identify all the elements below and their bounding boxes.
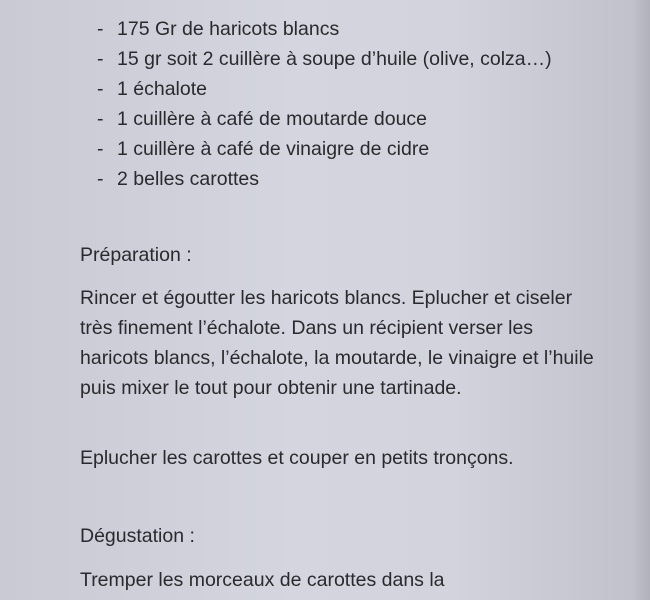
preparation-paragraph: Eplucher les carottes et couper en petits tronçons.	[80, 447, 514, 469]
list-dash: -	[97, 78, 104, 100]
preparation-paragraph: Rincer et égoutter les haricots blancs. Eplucher et ciseler très finement l’échalote. Dans un récipient verser les haricots blancs, l’échalote, la moutarde, le vinaigre et l’huile puis mixer le tout pour obtenir une tartinade.	[80, 287, 594, 399]
ingredient-text: 15 gr soit 2 cuillère à soupe d’huile (olive, colza…)	[117, 48, 552, 70]
list-dash: -	[97, 48, 104, 70]
ingredient-item	[97, 14, 557, 44]
list-dash: -	[97, 108, 104, 130]
list-dash: -	[97, 18, 104, 40]
ingredient-item	[97, 44, 557, 74]
ingredient-item	[97, 104, 557, 134]
list-dash: -	[97, 138, 104, 160]
ingredient-text: 1 échalote	[117, 78, 207, 100]
ingredients-list	[97, 14, 557, 194]
ingredient-text: 1 cuillère à café de moutarde douce	[117, 108, 428, 130]
ingredient-text: 2 belles carottes	[117, 168, 259, 190]
list-dash: -	[97, 168, 104, 190]
degustation-paragraph: Tremper les morceaux de carottes dans la	[80, 569, 445, 591]
ingredient-item	[97, 134, 557, 164]
ingredient-item	[97, 74, 557, 104]
degustation-heading: Dégustation :	[80, 525, 195, 547]
ingredient-item	[97, 164, 557, 194]
preparation-heading: Préparation :	[80, 244, 192, 266]
ingredient-text: 175 Gr de haricots blancs	[117, 18, 340, 40]
ingredient-text: 1 cuillère à café de vinaigre de cidre	[117, 138, 430, 160]
paper-edge-shadow	[632, 0, 650, 600]
